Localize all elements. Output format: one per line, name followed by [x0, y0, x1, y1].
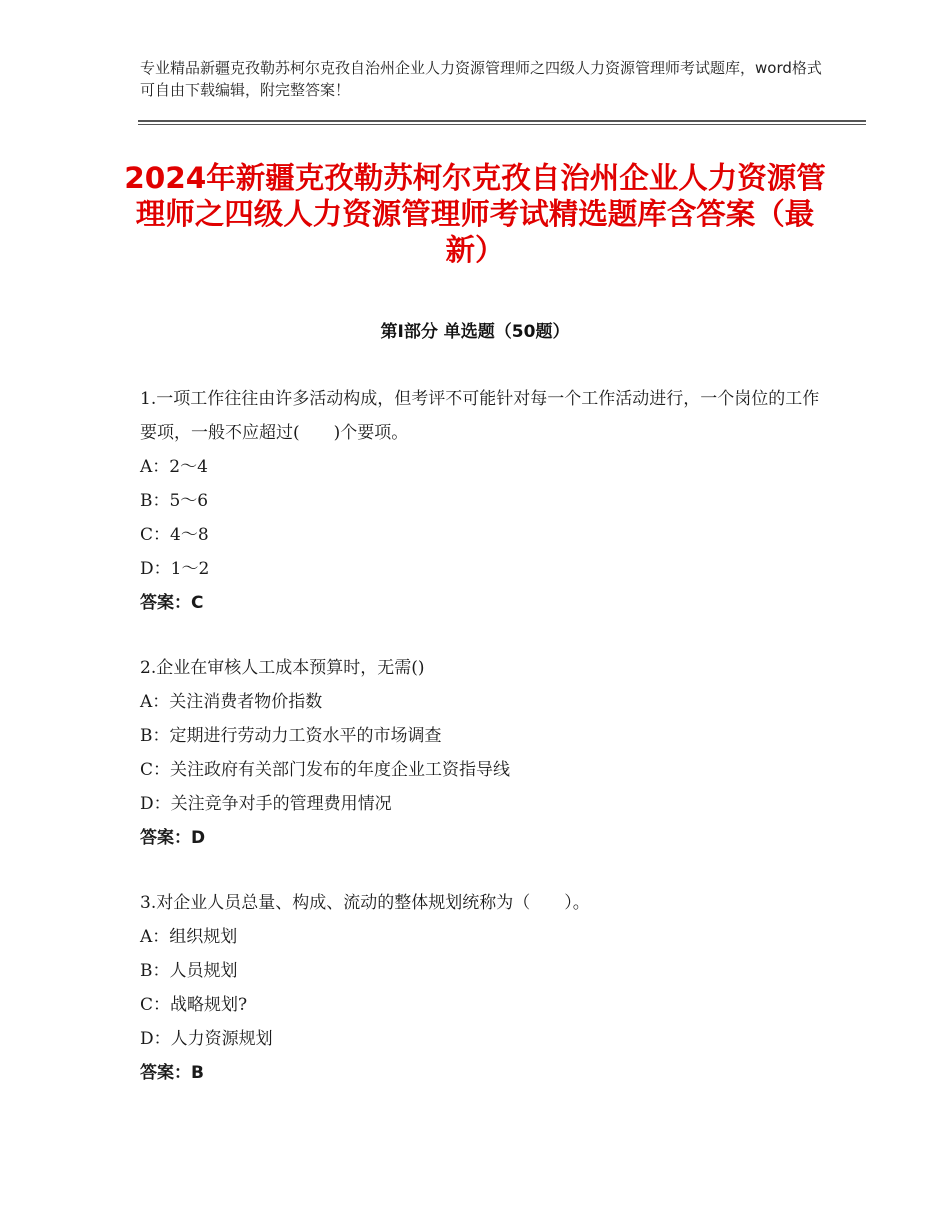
question-list — [140, 382, 820, 1121]
option-b: B：5～6 — [140, 491, 209, 511]
option-d: D：1～2 — [140, 559, 210, 579]
header-divider-thin — [138, 124, 866, 125]
option-b: B：人员规划 — [140, 961, 238, 981]
answer-line: 答案：C — [140, 593, 204, 613]
question-1 — [140, 382, 820, 620]
option-c: C：战略规划? — [140, 995, 248, 1015]
option-c: C：4～8 — [140, 525, 209, 545]
option-a: A：关注消费者物价指数 — [140, 692, 323, 712]
option-a: A：组织规划 — [140, 927, 238, 947]
option-b: B：定期进行劳动力工资水平的市场调查 — [140, 726, 442, 746]
section-heading: 第Ⅰ部分 单选题（50题） — [380, 322, 570, 342]
option-a: A：2～4 — [140, 457, 208, 477]
document-title: 2024年新疆克孜勒苏柯尔克孜自治州企业人力资源管理师之四级人力资源管理师考试精选题库含答案（最新） — [124, 161, 826, 267]
question-stem: 2.企业在审核人工成本预算时，无需() — [140, 658, 425, 678]
question-stem: 1.一项工作往往由许多活动构成，但考评不可能针对每一个工作活动进行，一个岗位的工作要项，一般不应超过( )个要项。 — [140, 389, 820, 443]
option-d: D：人力资源规划 — [140, 1029, 273, 1049]
question-3 — [140, 886, 820, 1090]
answer-line: 答案：B — [140, 1063, 204, 1083]
header-divider-thick — [138, 120, 866, 122]
answer-line: 答案：D — [140, 828, 206, 848]
question-2 — [140, 651, 820, 855]
option-d: D：关注竞争对手的管理费用情况 — [140, 794, 392, 814]
question-stem: 3.对企业人员总量、构成、流动的整体规划统称为（ ）。 — [140, 893, 590, 913]
option-c: C：关注政府有关部门发布的年度企业工资指导线 — [140, 760, 511, 780]
page-header-note: 专业精品新疆克孜勒苏柯尔克孜自治州企业人力资源管理师之四级人力资源管理师考试题库，word格式可自由下载编辑，附完整答案！ — [140, 59, 822, 99]
